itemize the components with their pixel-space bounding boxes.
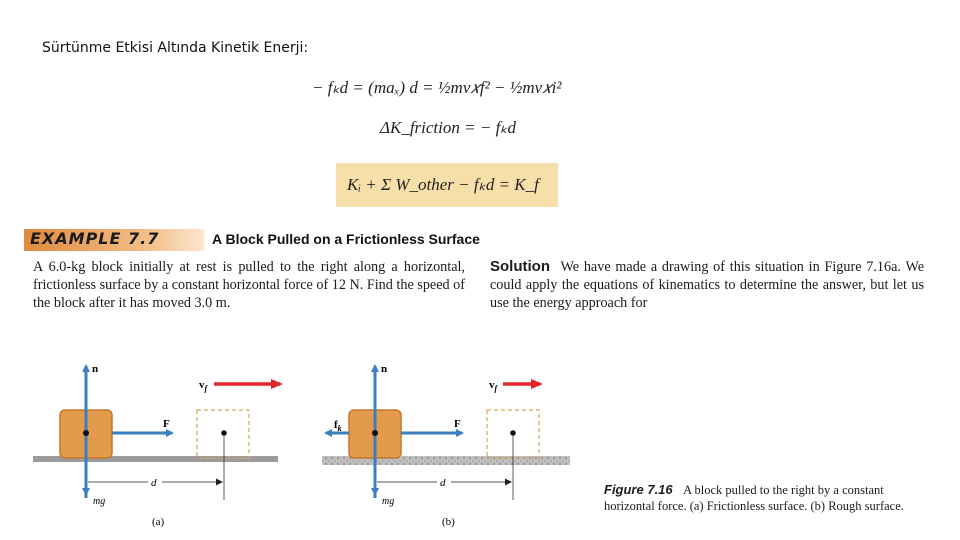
example-title: A Block Pulled on a Frictionless Surface bbox=[212, 231, 480, 247]
center-dot-b bbox=[372, 430, 378, 436]
example-label: EXAMPLE 7.7 bbox=[30, 229, 160, 248]
label-vf-a: $v_f$ bbox=[199, 379, 208, 393]
problem-statement: A 6.0-kg block initially at rest is pulled to the right along a horizontal, frictionless surface by a constant horizontal force of 12 N. Find the speed of the block after it has moved 3.0 m. bbox=[33, 259, 465, 311]
solution-text: We have made a drawing of this situation in Figure 7.16a. We could apply the equations of kinematics to determine the answer, but let us use the energy approach for bbox=[490, 259, 924, 311]
label-n-a: n bbox=[92, 363, 99, 375]
label-d-b: d bbox=[440, 477, 446, 489]
label-d-a: d bbox=[151, 477, 157, 489]
panel-b-label: (b) bbox=[442, 516, 455, 528]
slide-title: Sürtünme Etkisi Altında Kinetik Enerji: bbox=[42, 40, 309, 56]
label-F-a: F bbox=[163, 418, 170, 430]
label-n-b: n bbox=[381, 363, 388, 375]
center-dot-a bbox=[83, 430, 89, 436]
label-fk-b: $f_k$ bbox=[334, 419, 342, 433]
figure-caption-text: A block pulled to the right by a constant horizontal force. (a) Frictionless surface. (b) Rough surface. bbox=[604, 483, 904, 513]
final-center-dot-a bbox=[221, 430, 227, 436]
solution-label: Solution bbox=[490, 258, 550, 275]
friction-energy-loss-equation: ΔK_friction = − fₖd bbox=[380, 118, 517, 137]
label-F-b: F bbox=[454, 418, 461, 430]
label-mg-b: mg bbox=[382, 496, 395, 507]
figure-caption bbox=[604, 482, 934, 514]
energy-conservation-equation: Kᵢ + Σ W_other − fₖd = K_f bbox=[347, 175, 539, 194]
figure-caption-label: Figure 7.16 bbox=[604, 482, 673, 497]
panel-a-label: (a) bbox=[152, 516, 165, 528]
label-mg-a: mg bbox=[93, 496, 106, 507]
final-center-dot-b bbox=[510, 430, 516, 436]
panel-a-group bbox=[33, 363, 280, 528]
panel-b-group bbox=[322, 363, 570, 528]
work-energy-equation: − fₖd = (maₓ) d = ½mv𝑥f² − ½mv𝑥i² bbox=[312, 78, 562, 97]
label-vf-b: $v_f$ bbox=[489, 379, 498, 393]
